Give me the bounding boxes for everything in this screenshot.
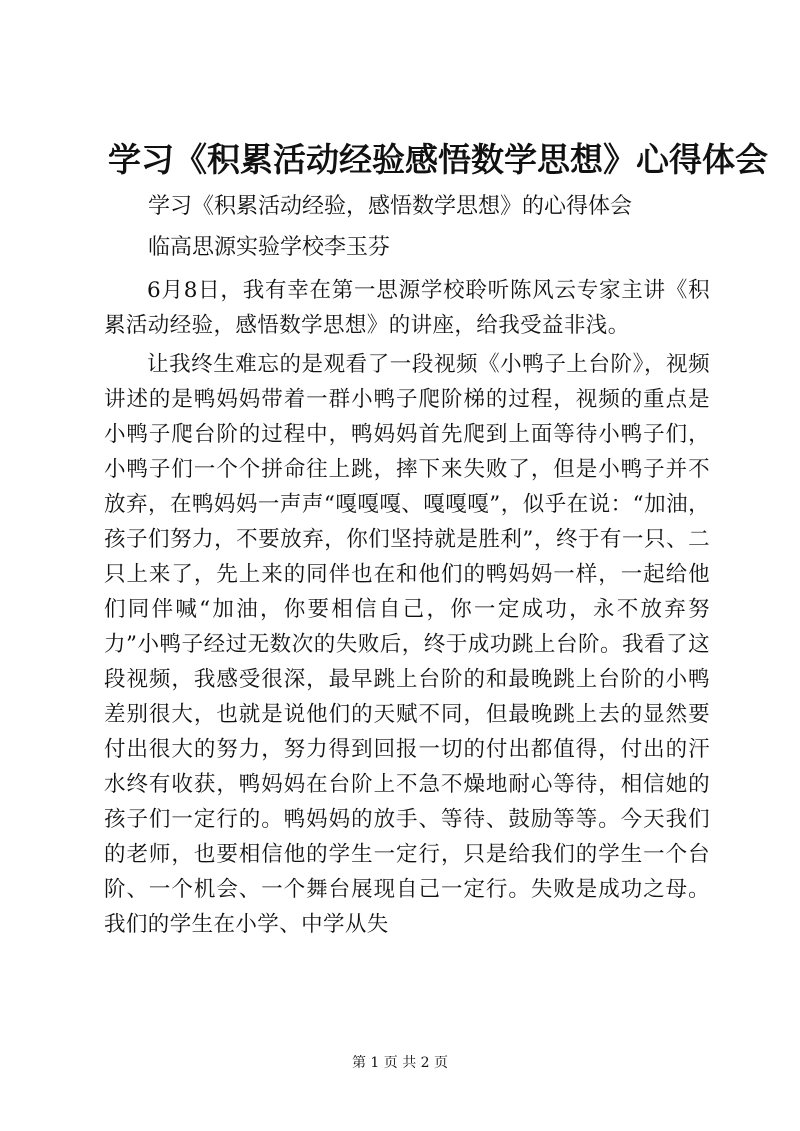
paragraph: 6月8日，我有幸在第一思源学校聆听陈风云专家主讲《积累活动经验，感悟数学思想》的讲座，给我受益非浅。	[104, 278, 710, 338]
document-body	[104, 273, 710, 946]
page-footer: 第 1 页 共 2 页	[351, 1055, 449, 1071]
document-subtitle: 学习《积累活动经验，感悟数学思想》的心得体会	[148, 194, 633, 219]
document-author: 临高思源实验学校李玉芬	[148, 235, 391, 260]
paragraph: 让我终生难忘的是观看了一段视频《小鸭子上台阶》，视频讲述的是鸭妈妈带着一群小鸭子爬阶梯的过程，视频的重点是小鸭子爬台阶的过程中，鸭妈妈首先爬到上面等待小鸭子们，小鸭子们一个个拼命往上跳，摔下来失败了，但是小鸭子并不放弃，在鸭妈妈一声声“嘎嘎嘎、嘎嘎嘎”，似乎在说：“加油，孩子们努力，不要放弃，你们坚持就是胜利”，终于有一只、二只上来了，先上来的同伴也在和他们的鸭妈妈一样，一起给他们同伴喊“加油，你要相信自己，你一定成功，永不放弃努力”小鸭子经过无数次的失败后，终于成功跳上台阶。我看了这段视频，我感受很深，最早跳上台阶的和最晚跳上台阶的小鸭差别很大，也就是说他们的天赋不同，但最晚跳上去的显然要付出很大的努力，努力得到回报一切的付出都值得，付出的汗水终有收获，鸭妈妈在台阶上不急不燥地耐心等待，相信她的孩子们一定行的。鸭妈妈的放手、等待、鼓励等等。今天我们的老师，也要相信他的学生一定行，只是给我们的学生一个台阶、一个机会、一个舞台展现自己一定行。失败是成功之母。我们的学生在小学、中学从失	[104, 352, 710, 937]
document-title: 学习《积累活动经验感悟数学思想》心得体会	[108, 140, 768, 179]
